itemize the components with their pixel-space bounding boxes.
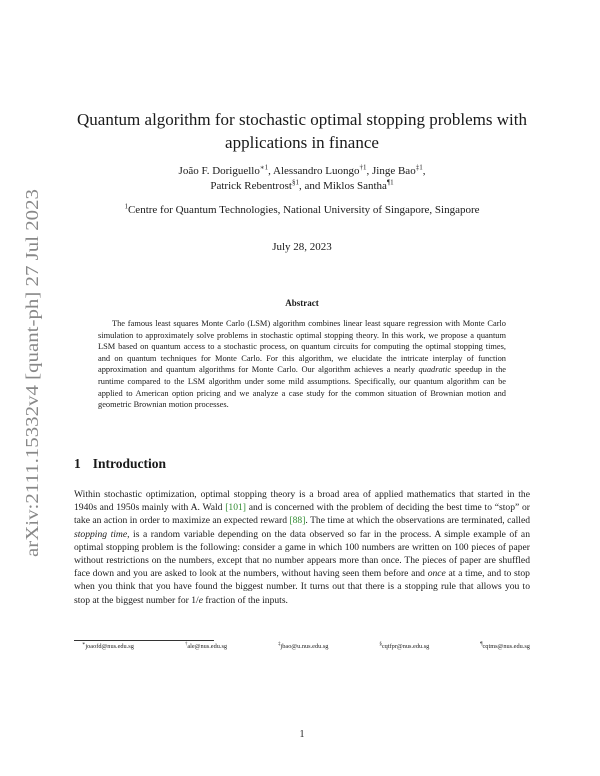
section-number: 1 — [74, 456, 81, 471]
introduction-paragraph: Within stochastic optimization, optimal stopping theory is a broad area of applied mathematics that started in the 1940s and 1950s mainly with A. Wald [101] and is concerned with the problem of deciding the best time to “stop” or take an action in order to maximize an expected reward [88]. The time at which the observations are terminated, called stopping time, is a random variable depending on the data observed so far in the process. A simple example of an optimal stopping problem is the following: consider a game in which 100 numbers are written on 100 pieces of paper without restrictions on the numbers, except that no number appears more than once. The pieces of paper are shuffled face down and you are asked to look at the numbers, without having seen them before and once at a time, and to stop when you think that you have found the biggest number. It turns out that there is a stopping rule that allows you to stop at the biggest number for 1/e fraction of the inputs. — [74, 489, 530, 606]
author-name: Jinge Bao — [372, 165, 416, 177]
author-list — [74, 164, 530, 194]
footnote-item: §cqtfpr@nus.edu.sg — [379, 641, 430, 650]
author-mark: ∗1 — [259, 163, 269, 172]
arxiv-stamp-text: arXiv:2111.15332v4 [quant-ph] 27 Jul 2023 — [22, 248, 42, 557]
section-heading-introduction — [74, 456, 166, 472]
abstract-heading: Abstract — [285, 298, 319, 308]
emphasis-once: once — [427, 568, 446, 580]
footnote-email[interactable]: joaofd@nus.edu.sg — [85, 643, 134, 650]
math-e: e — [198, 594, 203, 606]
author-name: Patrick Rebentrost — [210, 180, 292, 192]
section-title: Introduction — [92, 456, 167, 471]
footnote-item: ¶cqtms@nus.edu.sg — [480, 641, 530, 650]
affiliation-mark: 1 — [124, 202, 128, 211]
abstract-emphasis: quadratic — [418, 365, 452, 375]
author-line-2: Patrick Rebentrost$^{\S 1}$, and Miklos Santha$^{\P 1}$ — [210, 178, 394, 192]
footnote-email[interactable]: cqtms@nus.edu.sg — [482, 643, 530, 650]
page-number: 1 — [299, 729, 305, 740]
author-mark: §1 — [291, 178, 299, 187]
author-mark: ‡1 — [415, 163, 423, 172]
citation-link[interactable]: [88] — [289, 515, 306, 527]
emphasis-stopping-time: stopping time — [74, 528, 128, 540]
citation-link[interactable]: [101] — [225, 502, 246, 514]
arxiv-identifier-stamp — [22, 187, 44, 557]
paper-title: Quantum algorithm for stochastic optimal stopping problems with applications in finance — [77, 110, 527, 152]
abstract-body: The famous least squares Monte Carlo (LSM) algorithm combines linear least square regression with Monte Carlo simulation to approximately solve problems in stochastic optimal stopping theory. In this work, we propose a quantum LSM based on quantum access to a stochastic process, on quantum circuits for computing the optimal stopping times, and on quantum techniques for Monte Carlo. For this algorithm, we elucidate the intricate interplay of function approximation and quantum algorithms for Monte Carlo. Our algorithm achieves a nearly quadratic speedup in the runtime compared to the LSM algorithm under some mild assumptions. Specifically, our quantum algorithm can be applied to American option pricing and we analyze a case study for the common situation of Brownian motion and geometric Brownian motion processes. — [98, 319, 506, 410]
affiliation-text: Centre for Quantum Technologies, National University of Singapore, Singapore — [127, 204, 480, 216]
author-name: Miklos Santha — [323, 180, 387, 192]
author-name: João F. Doriguello — [178, 165, 260, 177]
author-name: Alessandro Luongo — [273, 165, 360, 177]
author-mark: †1 — [359, 163, 367, 172]
footnote-email[interactable]: jbao@u.nus.edu.sg — [280, 643, 329, 650]
footnote-email[interactable]: cqtfpr@nus.edu.sg — [381, 643, 430, 650]
affiliation — [74, 204, 530, 216]
footnotes — [82, 643, 530, 650]
footnote-divider — [74, 640, 214, 641]
footnote-item: †ale@nus.edu.sg — [184, 641, 228, 650]
publication-date: July 28, 2023 — [272, 241, 332, 253]
author-line-1: João F. Doriguello$^{∗1}$, Alessandro Luongo$^{\dagger 1}$, Jinge Bao$^{\ddagger 1}$, — [178, 163, 426, 177]
footnote-item: ‡jbao@u.nus.edu.sg — [278, 641, 329, 650]
author-mark: ¶1 — [386, 178, 394, 187]
footnote-item: ∗joaofd@nus.edu.sg — [82, 641, 134, 650]
footnote-email[interactable]: ale@nus.edu.sg — [187, 643, 228, 650]
